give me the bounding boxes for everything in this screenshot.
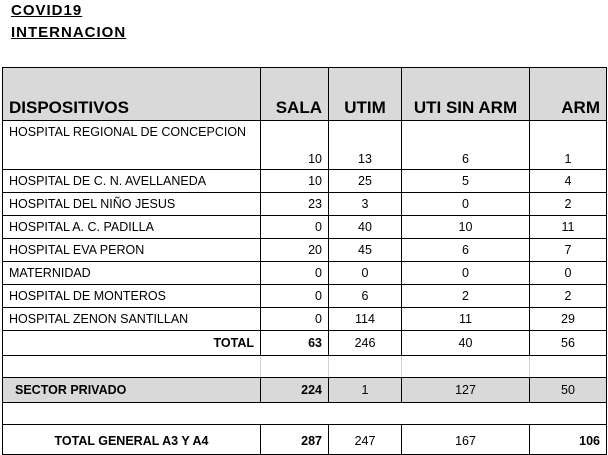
title-line-2: INTERNACION [11,24,127,41]
row-sala: 10 [261,170,329,193]
sector-privado-uti-sin-arm: 127 [402,378,530,403]
total-uti-sin-arm: 40 [402,331,530,356]
row-uti-sin-arm: 2 [402,285,530,308]
sector-privado-utim: 1 [329,378,402,403]
row-uti-sin-arm: 6 [402,239,530,262]
row-arm: 2 [530,193,607,216]
row-arm: 1 [530,121,607,170]
title-line-1: COVID19 [11,2,83,19]
internacion-table [2,67,607,455]
row-name: MATERNIDAD [3,262,261,285]
row-name: HOSPITAL REGIONAL DE CONCEPCION [3,121,261,170]
total-utim: 246 [329,331,402,356]
gap-cell [329,403,402,425]
row-name: HOSPITAL EVA PERON [3,239,261,262]
row-utim: 25 [329,170,402,193]
row-name: HOSPITAL DE MONTEROS [3,285,261,308]
row-utim: 6 [329,285,402,308]
row-uti-sin-arm: 0 [402,193,530,216]
header-uti-sin-arm: UTI SIN ARM [402,68,530,121]
total-general-sala: 287 [261,425,329,455]
row-name: HOSPITAL DE C. N. AVELLANEDA [3,170,261,193]
header-sala: SALA [261,68,329,121]
sector-privado-arm: 50 [530,378,607,403]
header-dispositivos: DISPOSITIVOS [3,68,261,121]
spacer-cell [530,356,607,378]
total-general-row [3,425,607,455]
row-utim: 3 [329,193,402,216]
row-sala: 0 [261,216,329,239]
sector-privado-label: SECTOR PRIVADO [3,378,261,403]
table-row [3,262,607,285]
gap-cell [402,403,530,425]
row-arm: 29 [530,308,607,331]
table-row [3,121,607,170]
spacer-cell [3,356,261,378]
row-utim: 114 [329,308,402,331]
table-row [3,239,607,262]
total-general-uti-sin-arm: 167 [402,425,530,455]
total-sala: 63 [261,331,329,356]
row-name: HOSPITAL A. C. PADILLA [3,216,261,239]
row-uti-sin-arm: 10 [402,216,530,239]
row-arm: 0 [530,262,607,285]
row-sala: 20 [261,239,329,262]
row-sala: 0 [261,262,329,285]
row-utim: 45 [329,239,402,262]
table-row [3,285,607,308]
total-general-utim: 247 [329,425,402,455]
total-label: TOTAL [3,331,261,356]
row-uti-sin-arm: 6 [402,121,530,170]
spacer-cell [402,356,530,378]
row-arm: 4 [530,170,607,193]
total-general-label: TOTAL GENERAL A3 Y A4 [3,425,261,455]
row-utim: 13 [329,121,402,170]
row-sala: 10 [261,121,329,170]
total-arm: 56 [530,331,607,356]
total-row [3,331,607,356]
row-uti-sin-arm: 5 [402,170,530,193]
gap-cell [3,403,261,425]
row-arm: 7 [530,239,607,262]
gap-cell [530,403,607,425]
row-sala: 0 [261,308,329,331]
spacer-cell [329,356,402,378]
row-uti-sin-arm: 0 [402,262,530,285]
header-arm: ARM [530,68,607,121]
row-name: HOSPITAL DEL NIÑO JESUS [3,193,261,216]
row-sala: 0 [261,285,329,308]
gap-cell [261,403,329,425]
total-general-arm: 106 [530,425,607,455]
table-row [3,193,607,216]
header-utim: UTIM [329,68,402,121]
row-utim: 0 [329,262,402,285]
spacer-cell [261,356,329,378]
table-row [3,170,607,193]
table-row [3,308,607,331]
gap-row [3,403,607,425]
header-row [3,68,607,121]
table-row [3,216,607,239]
row-sala: 23 [261,193,329,216]
row-utim: 40 [329,216,402,239]
sector-privado-sala: 224 [261,378,329,403]
row-arm: 2 [530,285,607,308]
row-uti-sin-arm: 11 [402,308,530,331]
row-arm: 11 [530,216,607,239]
row-name: HOSPITAL ZENON SANTILLAN [3,308,261,331]
spacer-row [3,356,607,378]
sector-privado-row [3,378,607,403]
